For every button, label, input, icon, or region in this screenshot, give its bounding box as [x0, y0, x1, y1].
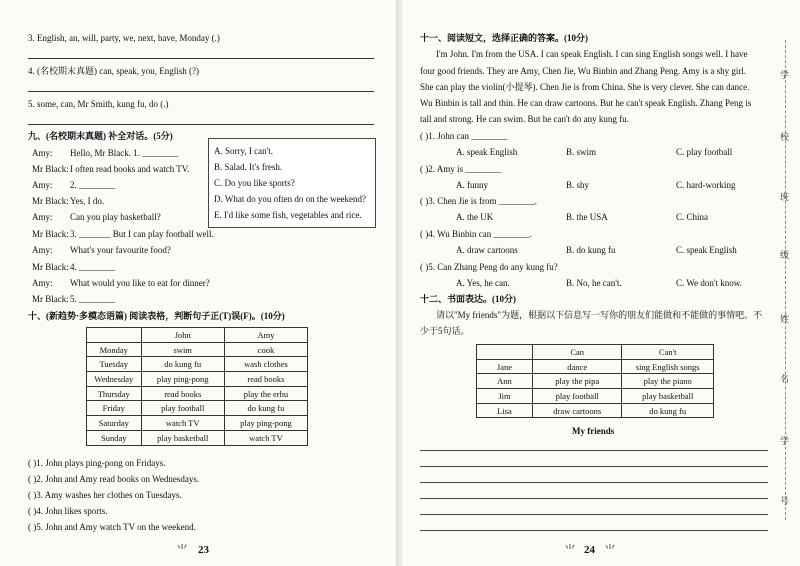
- writing-line[interactable]: [420, 450, 768, 451]
- mc-option: C. hard-working: [676, 180, 736, 190]
- table-cell: play football: [532, 389, 621, 404]
- dialog-speaker: Mr Black:: [32, 294, 69, 304]
- question-3: 3. English, an, will, party, we, next, have, Monday (.): [28, 33, 220, 43]
- writing-line[interactable]: [420, 498, 768, 499]
- dialog-text: Yes, I do.: [70, 196, 105, 206]
- tf-item-5[interactable]: ( )5. John and Amy watch TV on the weekend.: [28, 522, 196, 532]
- table-header: Can: [532, 345, 621, 360]
- table-cell: Jim: [477, 389, 533, 404]
- mc-stem[interactable]: ( )5. Can Zhang Peng do any kung fu?: [420, 262, 558, 272]
- table-cell: Ann: [477, 374, 533, 389]
- table-row: [87, 342, 308, 357]
- mc-option: B. No, he can't.: [566, 278, 622, 288]
- table-cell: do kung fu: [224, 401, 307, 416]
- side-label: 校: [780, 132, 790, 142]
- mc-stem[interactable]: ( )4. Wu Binbin can ________.: [420, 229, 532, 239]
- section-11-title: 十一、阅读短文，选择正确的答案。(10分): [420, 33, 588, 43]
- table-header: Amy: [224, 328, 307, 343]
- table-cell: play the erhu: [224, 386, 307, 401]
- tf-item-2[interactable]: ( )2. John and Amy read books on Wednesdays.: [28, 474, 200, 484]
- side-label: 级: [780, 250, 790, 260]
- question-5: 5. some, can, Mr Smith, kung fu, do (.): [28, 99, 169, 109]
- mc-option: C. speak English: [676, 245, 737, 255]
- table-cell: swim: [141, 342, 224, 357]
- dialog-speaker: Mr Black:: [32, 164, 69, 174]
- dialog-speaker: Amy:: [32, 148, 53, 158]
- mc-stem[interactable]: ( )1. John can ________: [420, 131, 508, 141]
- table-cell: cook: [224, 342, 307, 357]
- answer-line-5[interactable]: [28, 124, 374, 125]
- table-row: [87, 357, 308, 372]
- schedule-table: [86, 327, 308, 446]
- option-e: E. I'd like some fish, vegetables and rice.: [214, 210, 362, 220]
- table-cell: Monday: [87, 342, 142, 357]
- side-label: 学: [780, 70, 790, 80]
- table-cell: wash clothes: [224, 357, 307, 372]
- dialog-text: 4. ________: [70, 262, 115, 272]
- table-row: [87, 416, 308, 431]
- mc-option: B. swim: [566, 147, 597, 157]
- table-row: [87, 372, 308, 387]
- table-cell: Wednesday: [87, 372, 142, 387]
- table-cell: draw cartoons: [532, 403, 621, 418]
- dialog-speaker: Amy:: [32, 212, 53, 222]
- writing-line[interactable]: [420, 530, 768, 531]
- option-c: C. Do you like sports?: [214, 178, 295, 188]
- dialog-speaker: Mr Black:: [32, 196, 69, 206]
- table-cell: Lisa: [477, 403, 533, 418]
- dialog-speaker: Amy:: [32, 180, 53, 190]
- writing-line[interactable]: [420, 514, 768, 515]
- cut-line: [785, 40, 786, 520]
- option-d: D. What do you often do on the weekend?: [214, 194, 367, 204]
- passage-line: Wu Binbin is tall and thin. He can draw cartoons. But he can't speak English. Zhang Peng is: [420, 98, 752, 108]
- friends-table: [476, 344, 714, 418]
- mc-option: C. play football: [676, 147, 733, 157]
- plant-icon: ⺌: [564, 543, 577, 557]
- table-cell: Jane: [477, 359, 533, 374]
- dialog-speaker: Amy:: [32, 245, 53, 255]
- side-label: 学: [780, 436, 790, 446]
- table-row: [477, 374, 714, 389]
- table-header: John: [141, 328, 224, 343]
- mc-option: C. China: [676, 212, 709, 222]
- writing-line[interactable]: [420, 482, 768, 483]
- plant-icon: ⺌: [604, 543, 617, 557]
- page-number-left: 23: [198, 544, 209, 556]
- table-row: [87, 386, 308, 401]
- table-cell: read books: [224, 372, 307, 387]
- essay-title: My friends: [572, 426, 615, 436]
- table-row: [87, 401, 308, 416]
- dialog-text: I often read books and watch TV.: [70, 164, 190, 174]
- table-cell: do kung fu: [141, 357, 224, 372]
- table-header: [87, 328, 142, 343]
- table-row: [477, 389, 714, 404]
- dialog-text: Hello, Mr Black. 1. ________: [70, 148, 179, 158]
- table-cell: play ping-pong: [141, 372, 224, 387]
- writing-instruction: 少于5句话。: [420, 326, 470, 336]
- table-cell: watch TV: [141, 416, 224, 431]
- passage-line: four good friends. They are Amy, Chen Jie, Wu Binbin and Zhang Peng. Amy is a shy girl.: [420, 66, 747, 76]
- writing-line[interactable]: [420, 466, 768, 467]
- option-a: A. Sorry, I can't.: [214, 146, 274, 156]
- mc-option: B. the USA: [566, 212, 608, 222]
- table-cell: Friday: [87, 401, 142, 416]
- passage-line: tall and strong. He can swim. But he can't do any kung fu.: [420, 114, 629, 124]
- side-label: 班: [780, 192, 790, 202]
- section-12-title: 十二、书面表达。(10分): [420, 294, 516, 304]
- side-label: 姓: [780, 314, 790, 324]
- mc-stem[interactable]: ( )2. Amy is ________: [420, 164, 502, 174]
- mc-option: A. funny: [456, 180, 488, 190]
- writing-instruction: 请以"My friends"为题，根据以下信息写一写你的朋友们能做和不能做的事情吧。不: [436, 310, 763, 320]
- page-number-right: 24: [584, 544, 595, 556]
- mc-option: A. speak English: [456, 147, 518, 157]
- dialog-text: 2. ________: [70, 180, 115, 190]
- passage-line: I'm John. I'm from the USA. I can speak English. I can sing English songs well. I have: [436, 49, 748, 59]
- table-cell: play basketball: [622, 389, 714, 404]
- dialog-text: Can you play basketball?: [70, 212, 161, 222]
- table-row: [477, 359, 714, 374]
- dialog-speaker: Mr Black:: [32, 229, 69, 239]
- table-cell: play ping-pong: [224, 416, 307, 431]
- table-row: [87, 430, 308, 445]
- table-cell: play the piano: [622, 374, 714, 389]
- mc-option: A. draw cartoons: [456, 245, 518, 255]
- table-cell: dance: [532, 359, 621, 374]
- question-4: 4. (名校期末真题) can, speak, you, English (?): [28, 66, 199, 76]
- table-cell: play basketball: [141, 430, 224, 445]
- options-box: [208, 138, 376, 228]
- side-label: 名: [780, 374, 790, 384]
- mc-option: B. shy: [566, 180, 590, 190]
- mc-option: C. We don't know.: [676, 278, 742, 288]
- table-cell: Saturday: [87, 416, 142, 431]
- table-cell: play the pipa: [532, 374, 621, 389]
- tf-item-4[interactable]: ( )4. John likes sports.: [28, 506, 108, 516]
- table-cell: play football: [141, 401, 224, 416]
- answer-line-4[interactable]: [28, 91, 374, 92]
- dialog-text: 5. ________: [70, 294, 115, 304]
- mc-stem[interactable]: ( )3. Chen Jie is from ________.: [420, 196, 537, 206]
- dialog-text: What would you like to eat for dinner?: [70, 278, 210, 288]
- passage-line: She can play the violin(小提琴). Chen Jie is from China. She is very clever. She can dance.: [420, 82, 750, 92]
- section-9-title: 九、(名校期末真题) 补全对话。(5分): [28, 131, 173, 141]
- mc-option: B. do kung fu: [566, 245, 616, 255]
- dialog-text: 3. _______ But I can play football well.: [70, 229, 214, 239]
- dialog-speaker: Mr Black:: [32, 262, 69, 272]
- tf-item-3[interactable]: ( )3. Amy washes her clothes on Tuesdays.: [28, 490, 182, 500]
- table-cell: Tuesday: [87, 357, 142, 372]
- table-header: [477, 345, 533, 360]
- table-cell: watch TV: [224, 430, 307, 445]
- side-label: 号: [780, 496, 790, 506]
- dialog-speaker: Amy:: [32, 278, 53, 288]
- mc-option: A. Yes, he can.: [456, 278, 510, 288]
- answer-line-3[interactable]: [28, 58, 374, 59]
- table-cell: read books: [141, 386, 224, 401]
- plant-icon: ⺌: [176, 543, 189, 557]
- mc-option: A. the UK: [456, 212, 494, 222]
- option-b: B. Salad. It's fresh.: [214, 162, 283, 172]
- table-header: Can't: [622, 345, 714, 360]
- table-cell: Thursday: [87, 386, 142, 401]
- table-cell: Sunday: [87, 430, 142, 445]
- dialog-text: What's your favourite food?: [70, 245, 171, 255]
- section-10-title: 十、(新趋势·多模态语篇) 阅读表格，判断句子正(T)误(F)。(10分): [28, 311, 285, 321]
- left-page: [0, 0, 398, 566]
- table-cell: sing English songs: [622, 359, 714, 374]
- table-row: [477, 403, 714, 418]
- table-cell: do kung fu: [622, 403, 714, 418]
- tf-item-1[interactable]: ( )1. John plays ping-pong on Fridays.: [28, 458, 166, 468]
